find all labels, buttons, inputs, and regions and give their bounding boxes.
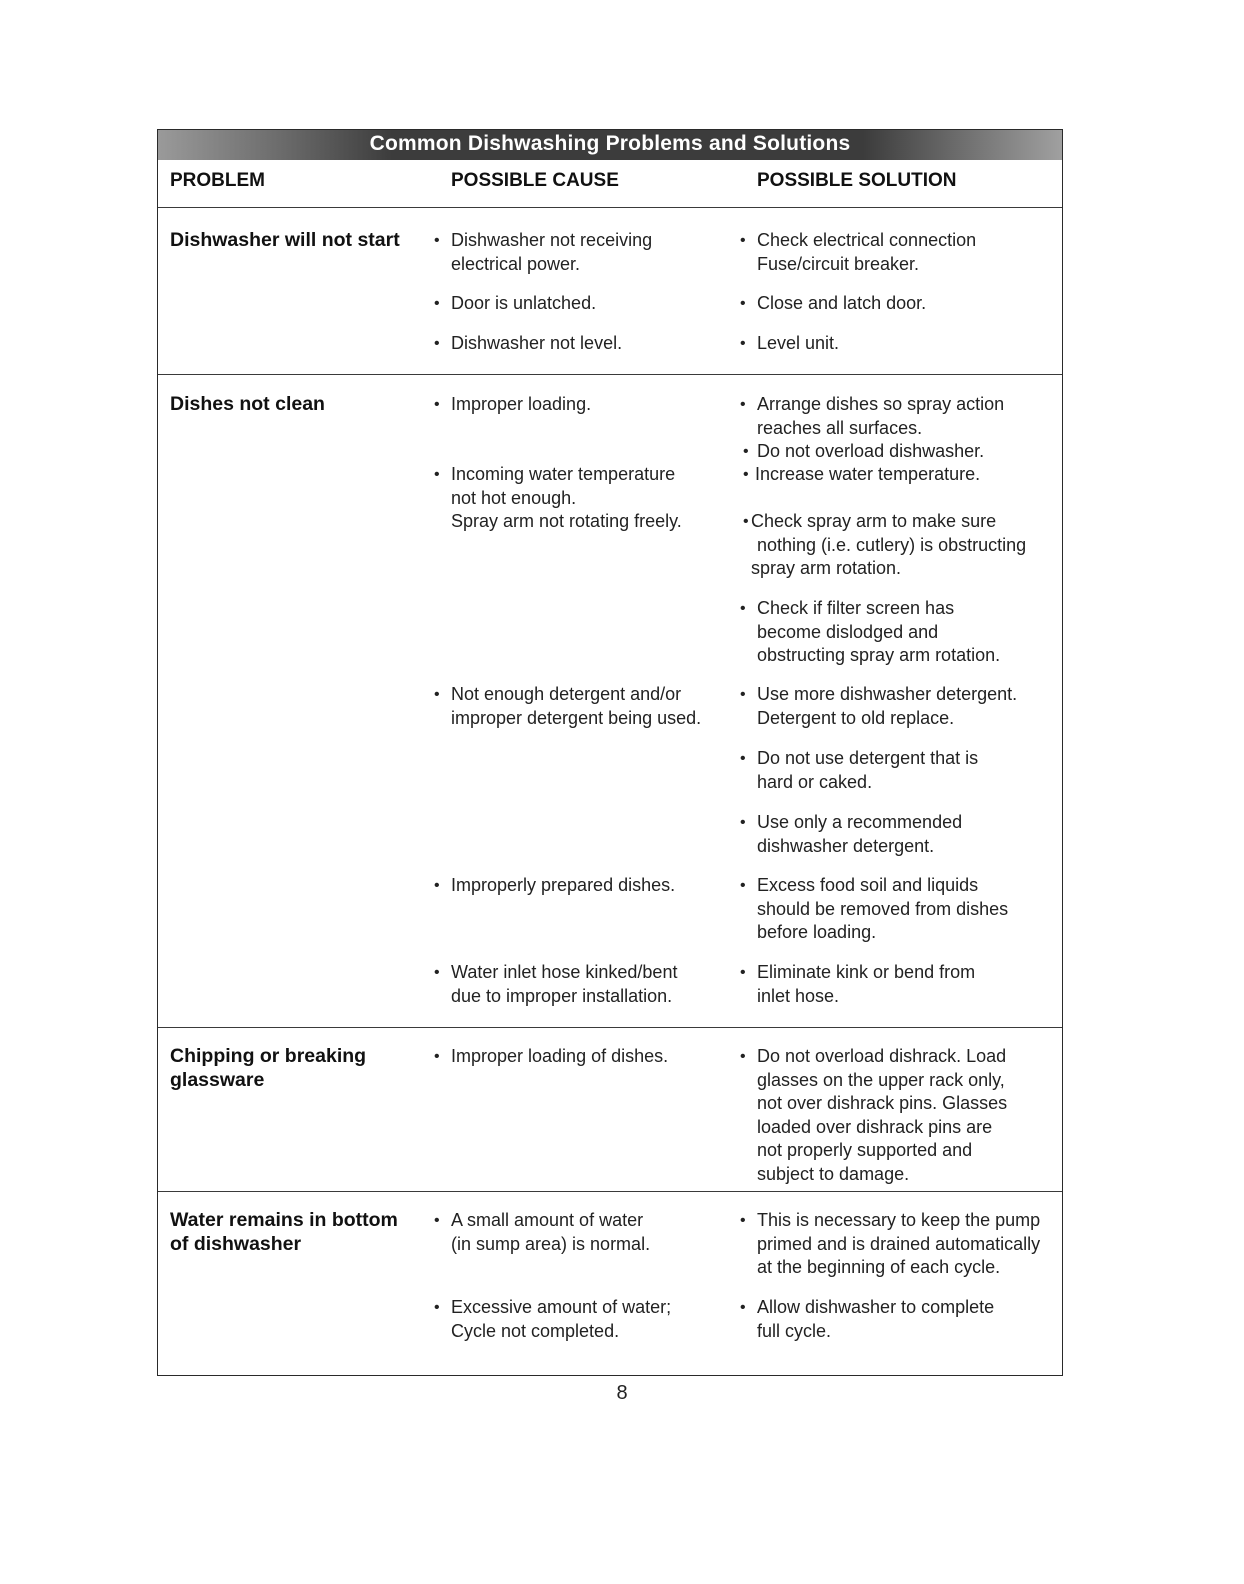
header-solution: POSSIBLE SOLUTION <box>757 170 957 191</box>
bullet-icon: • <box>434 232 440 249</box>
bullet-icon: • <box>434 1212 440 1229</box>
troubleshooting-table <box>157 129 1063 1376</box>
solution-item: This is necessary to keep the pump primed and is drained automatically at the beginning of each cycle. <box>757 1210 1041 1277</box>
solution-item: Close and latch door. <box>757 293 927 313</box>
bullet-icon: • <box>434 686 440 703</box>
table-title: Common Dishwashing Problems and Solutions <box>369 132 851 155</box>
bullet-icon: • <box>740 396 746 413</box>
bullet-icon: • <box>743 466 749 483</box>
bullet-icon: • <box>740 814 746 831</box>
bullet-icon: • <box>740 877 746 894</box>
bullet-icon: • <box>740 1299 746 1316</box>
solution-item: Excess food soil and liquids should be removed from dishes before loading. <box>757 875 1009 942</box>
solution-item: Use only a recommended dishwasher detergent. <box>757 812 963 856</box>
bullet-icon: • <box>434 396 440 413</box>
solution-item: Increase water temperature. <box>755 464 981 484</box>
bullet-icon: • <box>740 1048 746 1065</box>
bullet-icon: • <box>740 335 746 352</box>
problem-label: Dishes not clean <box>170 393 325 415</box>
bullet-icon: • <box>743 513 749 530</box>
bullet-icon: • <box>740 232 746 249</box>
solution-item: Check if filter screen has become dislodged and obstructing spray arm rotation. <box>757 598 1001 665</box>
header-cause: POSSIBLE CAUSE <box>451 170 619 191</box>
bullet-icon: • <box>434 1299 440 1316</box>
problem-label: Water remains in bottom of dishwasher <box>170 1209 398 1255</box>
solution-item: Check spray arm to make sure nothing (i.e. cutlery) is obstructing spray arm rotation. <box>751 511 1027 578</box>
cause-item: Improper loading. <box>451 394 592 414</box>
cause-item: Improperly prepared dishes. <box>451 875 676 895</box>
bullet-icon: • <box>740 600 746 617</box>
bullet-icon: • <box>434 1048 440 1065</box>
row-divider <box>158 1191 1062 1192</box>
bullet-icon: • <box>743 443 749 460</box>
cause-item: Improper loading of dishes. <box>451 1046 669 1066</box>
title-banner <box>158 130 1062 160</box>
bullet-icon: • <box>434 466 440 483</box>
header-problem: PROBLEM <box>170 170 265 191</box>
bullet-icon: • <box>740 295 746 312</box>
header-divider <box>158 207 1062 208</box>
cause-item: Excessive amount of water; Cycle not completed. <box>451 1297 672 1341</box>
bullet-icon: • <box>740 686 746 703</box>
solution-item: Allow dishwasher to complete full cycle. <box>757 1297 995 1341</box>
bullet-icon: • <box>434 295 440 312</box>
solution-item: Do not use detergent that is hard or caked. <box>757 748 979 792</box>
cause-item: Water inlet hose kinked/bent due to improper installation. <box>451 962 678 1006</box>
bullet-icon: • <box>434 335 440 352</box>
solution-item: Do not overload dishwasher. <box>757 441 985 461</box>
cause-item: Dishwasher not level. <box>451 333 623 353</box>
problem-label: Chipping or breaking glassware <box>170 1045 367 1091</box>
row-divider <box>158 374 1062 375</box>
solution-item: Eliminate kink or bend from inlet hose. <box>757 962 976 1006</box>
cause-item: Incoming water temperature not hot enough. Spray arm not rotating freely. <box>451 464 682 531</box>
cause-item: Door is unlatched. <box>451 293 597 313</box>
bullet-icon: • <box>434 877 440 894</box>
solution-item: Use more dishwasher detergent. Detergent to old replace. <box>757 684 1018 728</box>
solution-item: Level unit. <box>757 333 840 353</box>
page-number: 8 <box>616 1382 628 1404</box>
row-divider <box>158 1027 1062 1028</box>
bullet-icon: • <box>434 964 440 981</box>
cause-item: Not enough detergent and/or improper detergent being used. <box>451 684 702 728</box>
cause-item: A small amount of water (in sump area) is normal. <box>451 1210 651 1254</box>
bullet-icon: • <box>740 750 746 767</box>
bullet-icon: • <box>740 1212 746 1229</box>
solution-item: Do not overload dishrack. Load glasses on the upper rack only, not over dishrack pins. Glasses loaded over dishrack pins are not properly supported and subject to damage. <box>757 1046 1008 1184</box>
bullet-icon: • <box>740 964 746 981</box>
solution-item: Check electrical connection Fuse/circuit breaker. <box>757 230 977 274</box>
problem-label: Dishwasher will not start <box>170 229 400 251</box>
cause-item: Dishwasher not receiving electrical power. <box>451 230 653 274</box>
solution-item: Arrange dishes so spray action reaches all surfaces. <box>757 394 1005 438</box>
